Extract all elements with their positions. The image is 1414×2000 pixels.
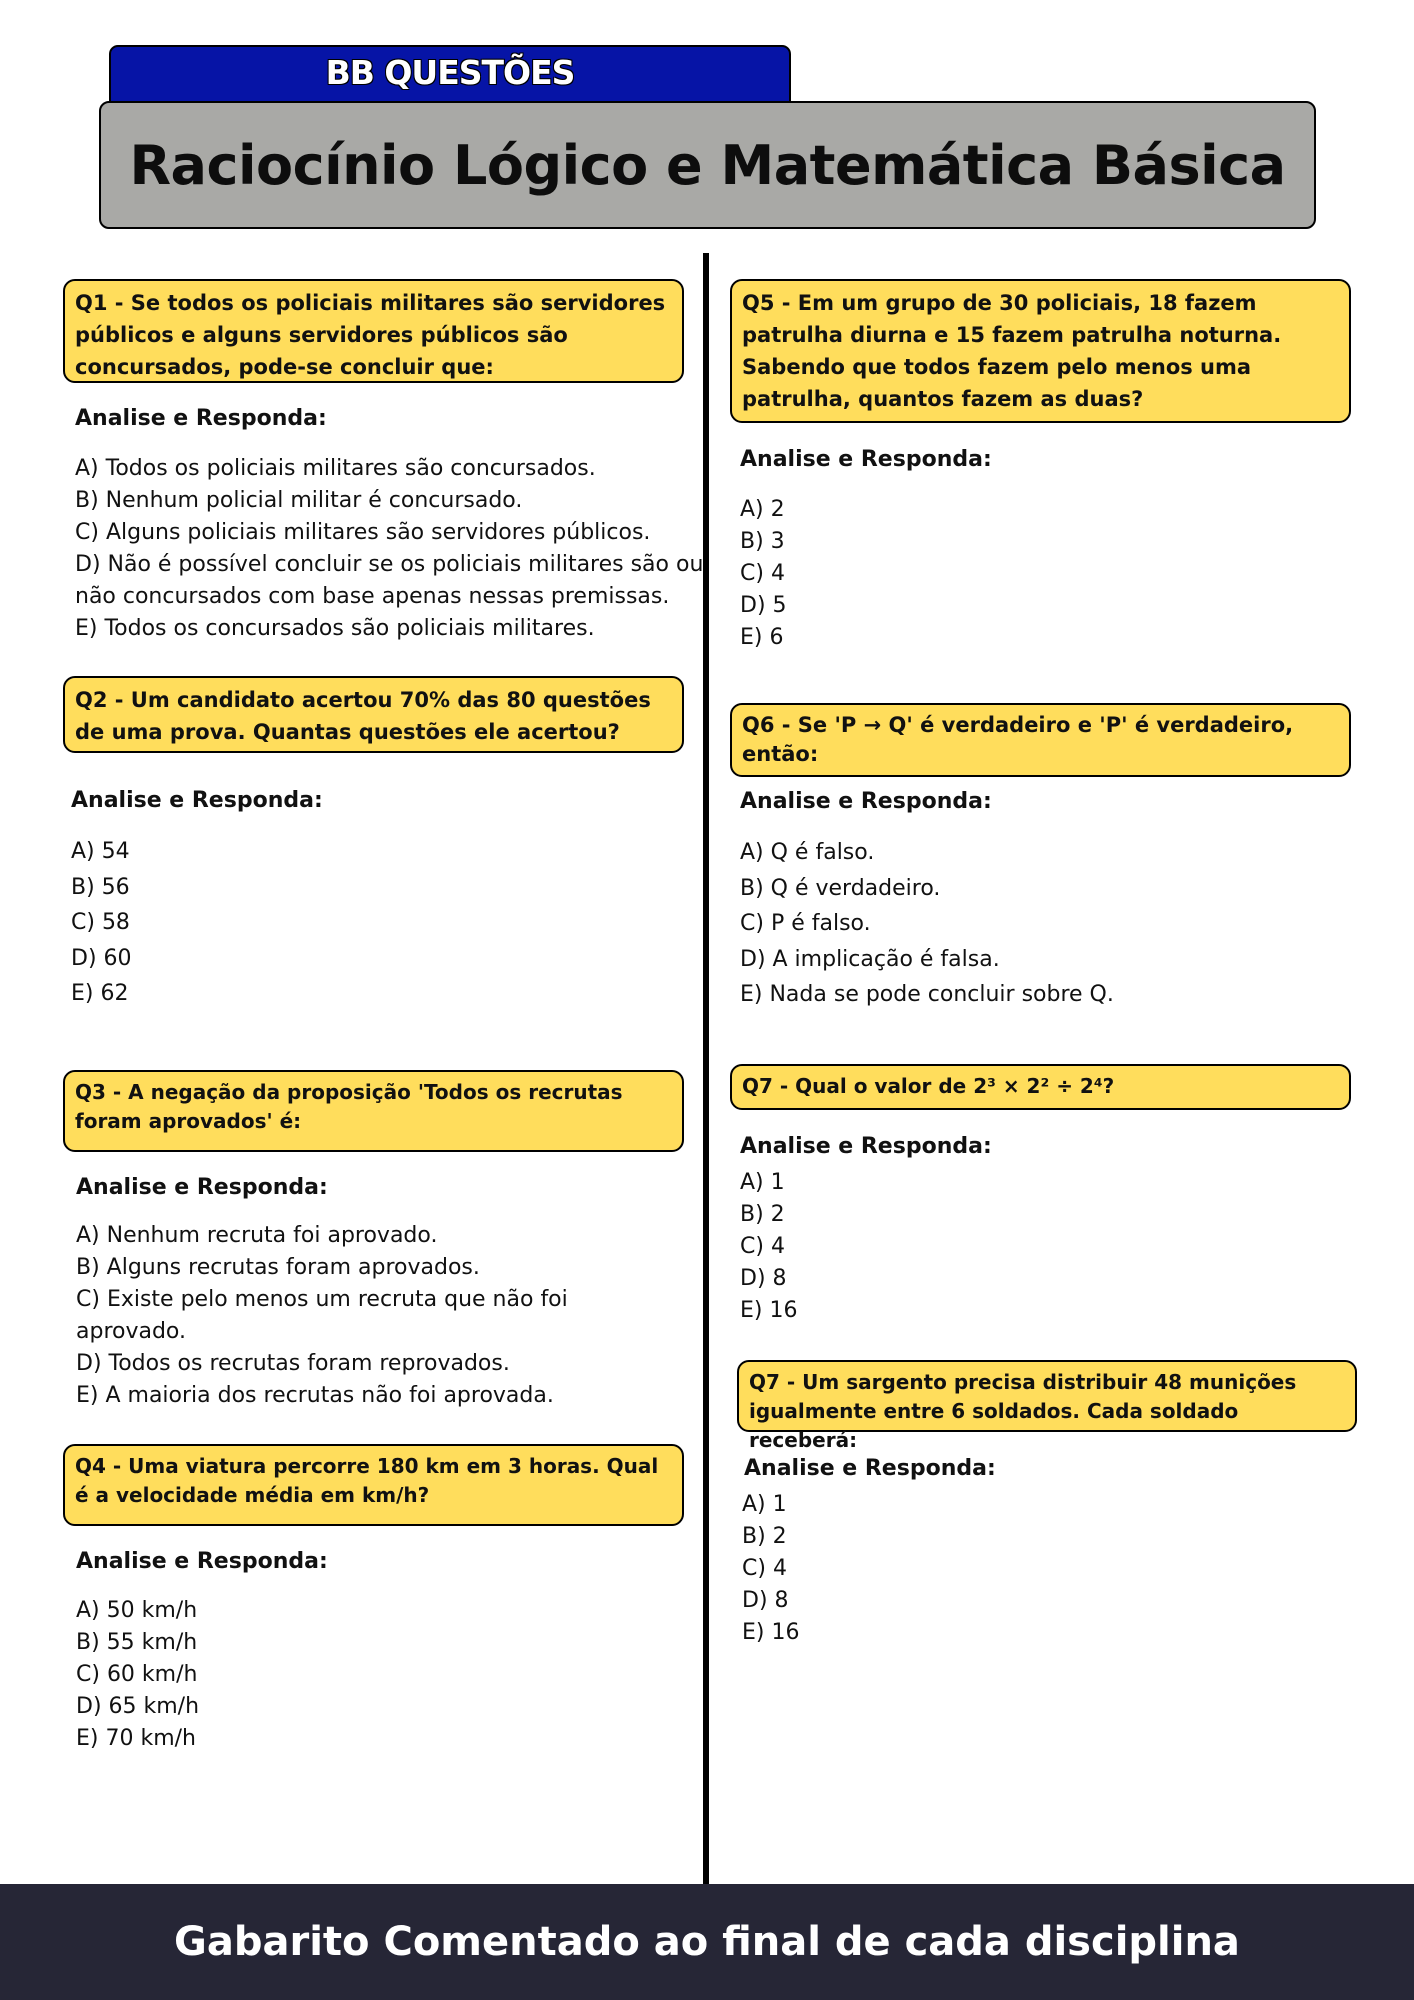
question-6-option-d[interactable]: D) A implicação é falsa.	[740, 946, 1000, 972]
question-8-option-c[interactable]: C) 4	[742, 1556, 787, 1581]
question-7-option-e[interactable]: E) 16	[740, 1298, 798, 1323]
question-7-option-a[interactable]: A) 1	[740, 1170, 785, 1195]
question-5-options	[740, 494, 787, 654]
question-4-option-b[interactable]: B) 55 km/h	[76, 1630, 198, 1655]
question-1-option-a[interactable]: A) Todos os policiais militares são concursados.	[75, 456, 596, 481]
question-2-box	[63, 676, 684, 753]
question-8-text: Q7 - Um sargento precisa distribuir 48 munições igualmente entre 6 soldados. Cada soldado receberá:	[749, 1370, 1297, 1452]
question-4-option-a[interactable]: A) 50 km/h	[76, 1598, 198, 1623]
question-3-option-e[interactable]: E) A maioria dos recrutas não foi aprovada.	[76, 1383, 554, 1408]
question-6-options	[740, 835, 1114, 1013]
question-3-options	[76, 1220, 636, 1412]
question-1-text: Q1 - Se todos os policiais militares são servidores públicos e alguns servidores públicos são concursados, pode-se concluir que:	[75, 291, 666, 379]
question-4-option-e[interactable]: E) 70 km/h	[76, 1726, 196, 1751]
question-7-option-b[interactable]: B) 2	[740, 1202, 785, 1227]
brand-tab	[109, 45, 791, 107]
question-5-option-b[interactable]: B) 3	[740, 529, 785, 554]
question-8-option-a[interactable]: A) 1	[742, 1492, 787, 1517]
question-5-option-e[interactable]: E) 6	[740, 625, 784, 650]
question-3-option-d[interactable]: D) Todos os recrutas foram reprovados.	[76, 1351, 510, 1376]
question-5-text: Q5 - Em um grupo de 30 policiais, 18 fazem patrulha diurna e 15 fazem patrulha noturna. Sabendo que todos fazem pelo menos uma patrulha, quantos fazem as duas?	[742, 291, 1282, 411]
question-2-option-d[interactable]: D) 60	[71, 945, 132, 971]
question-6-box	[730, 703, 1351, 777]
question-2-option-e[interactable]: E) 62	[71, 981, 129, 1006]
question-5-analise-label: Analise e Responda:	[740, 447, 992, 472]
question-8-analise-label: Analise e Responda:	[744, 1456, 996, 1481]
question-2-options	[71, 834, 132, 1012]
question-1-box	[63, 279, 684, 383]
question-4-option-d[interactable]: D) 65 km/h	[76, 1694, 200, 1719]
question-5-box	[730, 279, 1351, 423]
question-8-option-b[interactable]: B) 2	[742, 1524, 787, 1549]
question-2-analise-label: Analise e Responda:	[71, 788, 323, 813]
question-1-option-b[interactable]: B) Nenhum policial militar é concursado.	[75, 488, 523, 513]
question-7-option-d[interactable]: D) 8	[740, 1266, 787, 1291]
question-1-option-c[interactable]: C) Alguns policiais militares são servidores públicos.	[75, 520, 651, 545]
question-4-option-c[interactable]: C) 60 km/h	[76, 1662, 198, 1687]
footer-text: Gabarito Comentado ao final de cada disciplina	[174, 1919, 1240, 1965]
question-1-option-e[interactable]: E) Todos os concursados são policiais militares.	[75, 616, 595, 641]
question-3-option-c[interactable]: C) Existe pelo menos um recruta que não foi aprovado.	[76, 1287, 568, 1344]
question-5-option-c[interactable]: C) 4	[740, 561, 785, 586]
question-5-option-d[interactable]: D) 5	[740, 593, 787, 618]
question-5-option-a[interactable]: A) 2	[740, 497, 785, 522]
question-6-analise-label: Analise e Responda:	[740, 789, 992, 814]
question-1-analise-label: Analise e Responda:	[75, 406, 327, 431]
question-6-option-e[interactable]: E) Nada se pode concluir sobre Q.	[740, 982, 1114, 1007]
question-1-option-d[interactable]: D) Não é possível concluir se os policiais militares são ou não concursados com base apenas nessas premissas.	[75, 552, 704, 609]
question-2-option-c[interactable]: C) 58	[71, 910, 130, 935]
question-8-option-e[interactable]: E) 16	[742, 1620, 800, 1645]
question-4-text: Q4 - Uma viatura percorre 180 km em 3 horas. Qual é a velocidade média em km/h?	[75, 1454, 659, 1507]
question-4-options	[76, 1595, 199, 1755]
question-8-option-d[interactable]: D) 8	[742, 1588, 789, 1613]
question-4-box	[63, 1444, 684, 1526]
question-6-option-c[interactable]: C) P é falso.	[740, 911, 871, 936]
question-3-option-a[interactable]: A) Nenhum recruta foi aprovado.	[76, 1223, 438, 1248]
question-6-text: Q6 - Se 'P → Q' é verdadeiro e 'P' é verdadeiro, então:	[742, 713, 1294, 766]
question-7-options	[740, 1167, 797, 1327]
question-7-text: Q7 - Qual o valor de 2³ × 2² ÷ 2⁴?	[742, 1074, 1115, 1098]
question-8-options	[742, 1489, 799, 1649]
question-3-option-b[interactable]: B) Alguns recrutas foram aprovados.	[76, 1255, 480, 1280]
question-7-analise-label: Analise e Responda:	[740, 1134, 992, 1159]
question-7-box	[730, 1064, 1351, 1110]
footer-banner	[0, 1884, 1414, 2000]
page-title-banner	[99, 101, 1316, 229]
question-2-text: Q2 - Um candidato acertou 70% das 80 questões de uma prova. Quantas questões ele acertou?	[75, 688, 651, 744]
question-3-box	[63, 1070, 684, 1152]
question-2-option-a[interactable]: A) 54	[71, 839, 130, 864]
question-3-analise-label: Analise e Responda:	[76, 1175, 328, 1200]
brand-label: BB QUESTÕES	[325, 52, 575, 92]
page-title: Raciocínio Lógico e Matemática Básica	[129, 133, 1286, 197]
question-4-analise-label: Analise e Responda:	[76, 1549, 328, 1574]
question-1-options	[75, 453, 715, 645]
question-8-box	[737, 1360, 1357, 1452]
question-2-option-b[interactable]: B) 56	[71, 874, 130, 900]
question-3-text: Q3 - A negação da proposição 'Todos os recrutas foram aprovados' é:	[75, 1080, 623, 1133]
question-7-option-c[interactable]: C) 4	[740, 1234, 785, 1259]
question-6-option-a[interactable]: A) Q é falso.	[740, 840, 875, 865]
question-6-option-b[interactable]: B) Q é verdadeiro.	[740, 875, 941, 901]
